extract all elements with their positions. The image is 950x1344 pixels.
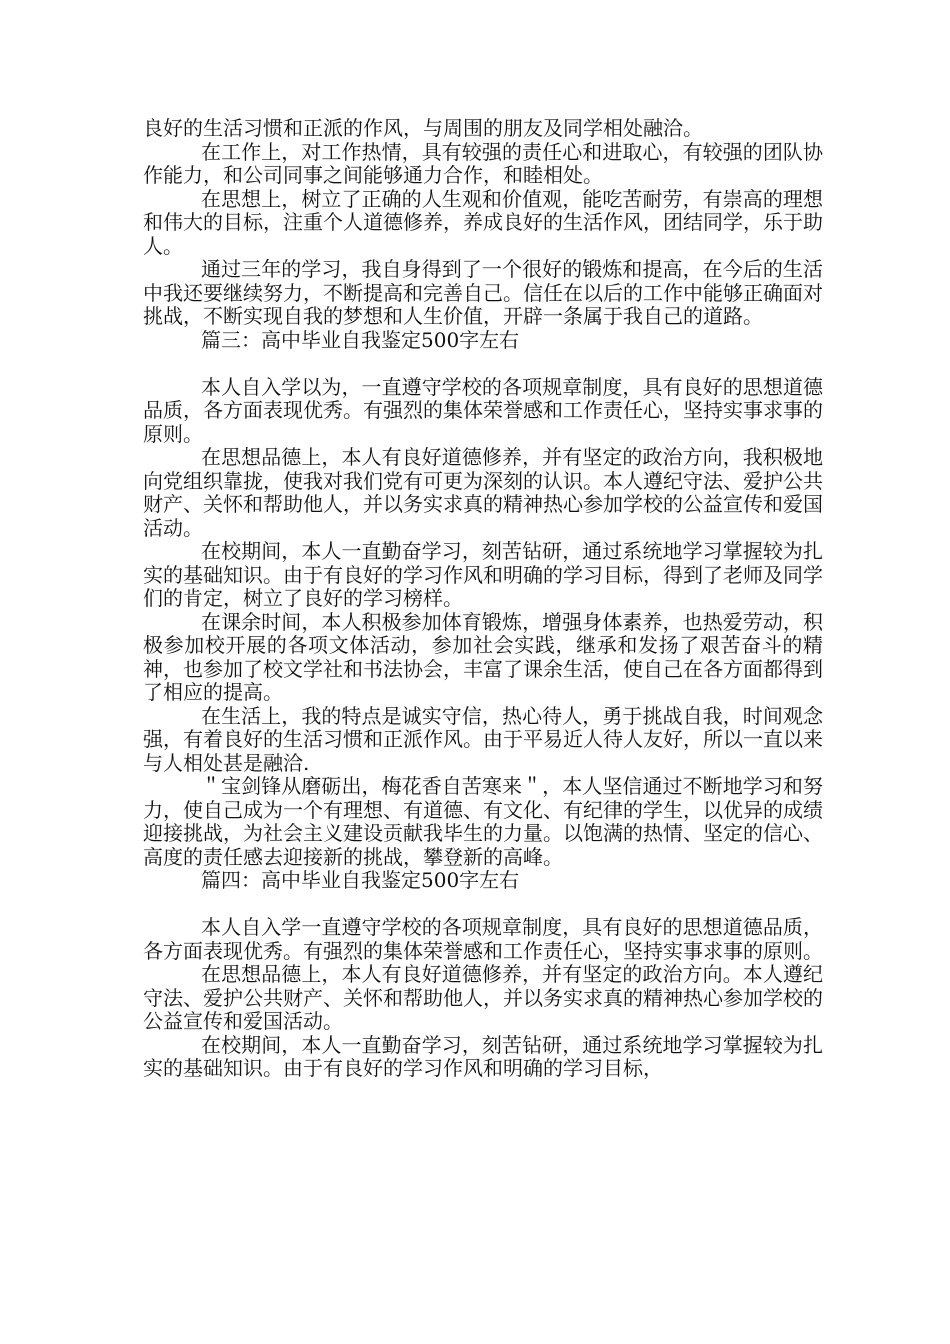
document-page	[143, 117, 823, 1081]
body-paragraph: 在思想品德上，本人有良好道德修养，并有坚定的政治方向，我积极地向党组织靠拢，使我对我们党有可更为深刻的认识。本人遵纪守法、爱护公共财产、关怀和帮助他人，并以务实求真的精神热心参加学校的公益宣传和爱国活动。	[143, 445, 823, 540]
body-paragraph: 在生活上，我的特点是诚实守信，热心待人，勇于挑战自我，时间观念强，有着良好的生活习惯和正派作风。由于平易近人待人友好，所以一直以来与人相处甚是融洽.	[143, 703, 823, 775]
body-paragraph: 通过三年的学习，我自身得到了一个很好的锻炼和提高，在今后的生活中我还要继续努力，不断提高和完善自己。信任在以后的工作中能够正确面对挑战，不断实现自我的梦想和人生价值，开辟一条属于我自己的道路。	[143, 257, 823, 328]
body-paragraph: 在工作上，对工作热情，具有较强的责任心和进取心，有较强的团队协作能力，和公司同事之间能够通力合作，和睦相处。	[143, 139, 823, 187]
blank-line	[143, 893, 823, 917]
body-paragraph: 在思想品德上，本人有良好道德修养，并有坚定的政治方向。本人遵纪守法、爱护公共财产、关怀和帮助他人，并以务实求真的精神热心参加学校的公益宣传和爱国活动。	[143, 962, 823, 1033]
blank-line	[143, 352, 823, 376]
body-paragraph: 本人自入学以为，一直遵守学校的各项规章制度，具有良好的思想道德品质，各方面表现优秀。有强烈的集体荣誉感和工作责任心，坚持实事求事的原则。	[143, 374, 823, 446]
section-heading: 篇三：高中毕业自我鉴定500字左右	[201, 327, 520, 352]
body-paragraph: 本人自入学一直遵守学校的各项规章制度，具有良好的思想道德品质，各方面表现优秀。有强烈的集体荣誉感和工作责任心，坚持实事求事的原则。	[143, 915, 823, 963]
body-paragraph: ＂宝剑锋从磨砺出，梅花香自苦寒来＂，本人坚信通过不断地学习和努力，使自己成为一个有理想、有道德、有文化、有纪律的学生，以优异的成绩迎接挑战，为社会主义建设贡献我毕生的力量。以饱满的热情、坚定的信心、高度的责任感去迎接新的挑战，攀登新的高峰。	[143, 774, 823, 869]
body-paragraph: 在校期间，本人一直勤奋学习，刻苦钻研，通过系统地学习掌握较为扎实的基础知识。由于有良好的学习作风和明确的学习目标，	[143, 1032, 823, 1080]
continuation-paragraph: 良好的生活习惯和正派的作风，与周围的朋友及同学相处融洽。	[143, 116, 703, 140]
body-paragraph: 在思想上，树立了正确的人生观和价值观，能吃苦耐劳，有崇高的理想和伟大的目标，注重个人道德修养，养成良好的生活作风，团结同学，乐于助人。	[143, 186, 823, 258]
section-heading: 篇四：高中毕业自我鉴定500字左右	[201, 868, 520, 892]
body-paragraph: 在课余时间，本人积极参加体育锻炼，增强身体素养，也热爱劳动，积极参加校开展的各项文体活动，参加社会实践，继承和发扬了艰苦奋斗的精神，也参加了校文学社和书法协会，丰富了课余生活，使自己在各方面都得到了相应的提高。	[143, 609, 823, 704]
body-paragraph: 在校期间，本人一直勤奋学习，刻苦钻研，通过系统地学习掌握较为扎实的基础知识。由于有良好的学习作风和明确的学习目标，得到了老师及同学们的肯定，树立了良好的学习榜样。	[143, 539, 823, 610]
